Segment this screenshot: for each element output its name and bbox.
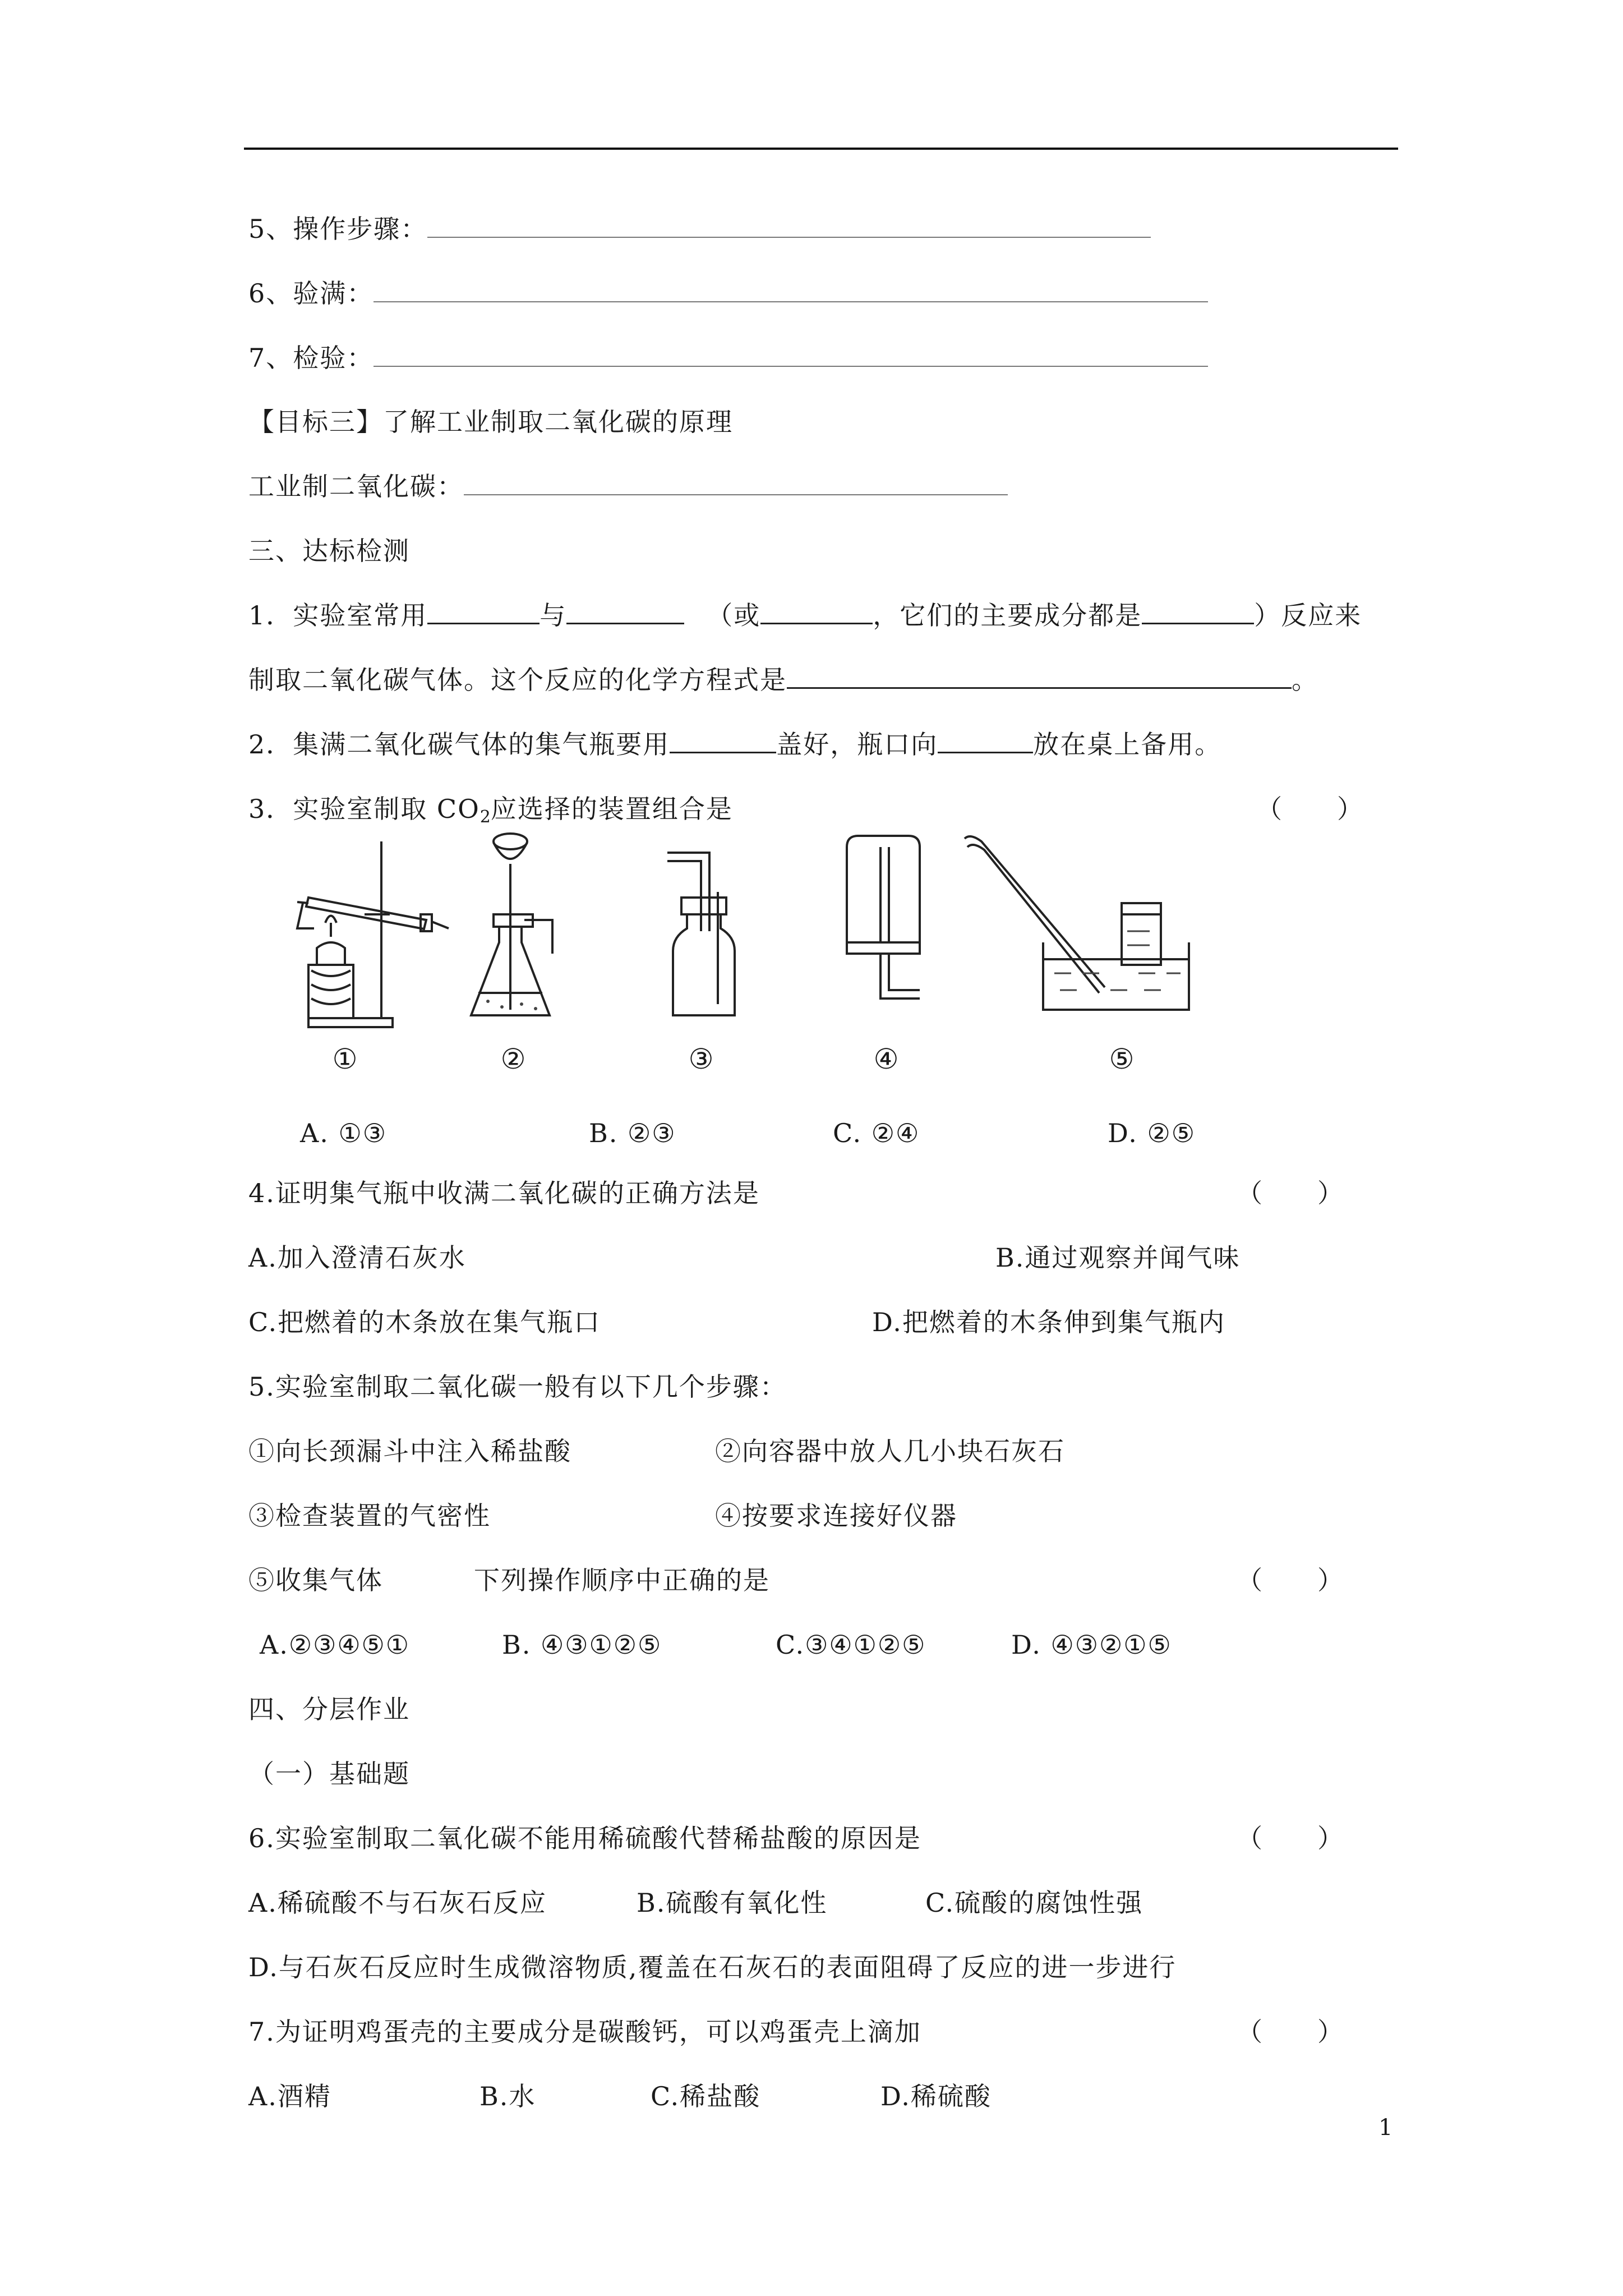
apparatus-4-figure — [836, 830, 937, 1032]
apparatus-figures — [269, 830, 1279, 1094]
q4-stem: 4.证明集气瓶中收满二氧化碳的正确方法是 — [248, 1178, 760, 1208]
q5-option-c[interactable]: C.③④①②⑤ — [776, 1630, 926, 1660]
header-rule — [244, 148, 1398, 150]
q5-item-1: ①向长颈漏斗中注入稀盐酸 — [248, 1436, 571, 1466]
q2-blank-1[interactable] — [670, 728, 776, 753]
q3-text-1: 3．实验室制取 CO — [248, 794, 480, 824]
section-4-subtitle: （一）基础题 — [248, 1759, 410, 1789]
q1-text-4: ，它们的主要成分都是 — [873, 600, 1142, 631]
q1-equation-blank[interactable] — [787, 664, 1292, 689]
q1-line2 — [248, 663, 1318, 697]
apparatus-5-figure — [959, 830, 1206, 1032]
q7-answer-paren[interactable]: （ ） — [1237, 2017, 1344, 2047]
apparatus-1-figure — [269, 830, 460, 1032]
q3-subscript: 2 — [479, 807, 491, 827]
q2-blank-2[interactable] — [938, 728, 1033, 753]
q3-text-2: 应选择的装置组合是 — [490, 794, 733, 824]
q6-option-b[interactable]: B.硫酸有氧化性 — [637, 1888, 828, 1918]
q1-blank-4[interactable] — [1142, 599, 1254, 624]
q5-item-2: ②向容器中放人几小块石灰石 — [715, 1436, 1065, 1466]
q7-option-c[interactable]: C.稀盐酸 — [651, 2081, 761, 2111]
industrial-co2-blank[interactable] — [464, 471, 1008, 495]
q1-text-2: 与 — [540, 600, 567, 631]
step-5 — [248, 212, 1151, 246]
step-7-blank[interactable] — [374, 342, 1208, 367]
industrial-co2 — [248, 470, 1008, 503]
industrial-co2-label: 工业制二氧化碳： — [248, 471, 464, 501]
apparatus-3-figure — [662, 830, 751, 1032]
q5-item-3: ③检查装置的气密性 — [248, 1501, 491, 1531]
page-number: 1 — [1378, 2115, 1393, 2141]
q1-line1 — [248, 599, 1362, 632]
q3-option-c[interactable]: C. ②④ — [833, 1118, 920, 1148]
apparatus-4-label: ④ — [873, 1043, 899, 1075]
q4-option-b[interactable]: B.通过观察并闻气味 — [995, 1243, 1241, 1273]
q1-blank-3[interactable] — [760, 599, 873, 624]
q1-text-7: 。 — [1292, 665, 1318, 695]
step-5-blank[interactable] — [427, 213, 1151, 238]
q3-stem — [248, 792, 733, 834]
q6-answer-paren[interactable]: （ ） — [1237, 1823, 1344, 1853]
apparatus-2-figure — [468, 830, 592, 1032]
q7-option-a[interactable]: A.酒精 — [248, 2081, 331, 2111]
q5-item-5: ⑤收集气体 — [248, 1565, 383, 1595]
q5-option-d[interactable]: D. ④③②①⑤ — [1011, 1630, 1172, 1660]
q4-option-c[interactable]: C.把燃着的木条放在集气瓶口 — [248, 1307, 601, 1337]
q2-text-1: 2．集满二氧化碳气体的集气瓶要用 — [248, 729, 670, 760]
q5-ask: 下列操作顺序中正确的是 — [474, 1565, 770, 1595]
step-7 — [248, 341, 1208, 375]
q1-blank-1[interactable] — [427, 599, 540, 624]
q2 — [248, 728, 1221, 761]
q3-option-d[interactable]: D. ②⑤ — [1108, 1118, 1196, 1148]
q7-option-b[interactable]: B.水 — [479, 2081, 536, 2111]
q6-option-d[interactable]: D.与石灰石反应时生成微溶物质,覆盖在石灰石的表面阻碍了反应的进一步进行 — [248, 1952, 1177, 1982]
q7-stem: 7.为证明鸡蛋壳的主要成分是碳酸钙，可以鸡蛋壳上滴加 — [248, 2017, 921, 2047]
step-5-label: 5、操作步骤： — [248, 214, 428, 244]
apparatus-2-label: ② — [500, 1043, 526, 1075]
section-3-title: 三、达标检测 — [248, 536, 410, 566]
apparatus-3-label: ③ — [688, 1043, 714, 1075]
q5-answer-paren[interactable]: （ ） — [1237, 1565, 1344, 1595]
q5-option-a[interactable]: A.②③④⑤① — [260, 1630, 411, 1660]
q4-answer-paren[interactable]: （ ） — [1237, 1178, 1344, 1208]
q1-text-6: 制取二氧化碳气体。这个反应的化学方程式是 — [248, 665, 787, 695]
q3-option-b[interactable]: B. ②③ — [589, 1118, 676, 1148]
step-6-blank[interactable] — [374, 278, 1208, 302]
section-4-title: 四、分层作业 — [248, 1694, 410, 1724]
q6-option-c[interactable]: C.硫酸的腐蚀性强 — [925, 1888, 1144, 1918]
q5-item-4: ④按要求连接好仪器 — [715, 1501, 957, 1531]
q6-stem: 6.实验室制取二氧化碳不能用稀硫酸代替稀盐酸的原因是 — [248, 1823, 921, 1853]
q5-stem: 5.实验室制取二氧化碳一般有以下几个步骤： — [248, 1372, 787, 1402]
q7-option-d[interactable]: D.稀硫酸 — [880, 2081, 992, 2111]
step-6 — [248, 277, 1208, 310]
q3-option-a[interactable]: A. ①③ — [300, 1118, 387, 1148]
q1-text-5: ）反应来 — [1254, 600, 1362, 631]
q2-text-3: 放在桌上备用。 — [1033, 729, 1222, 760]
q4-option-d[interactable]: D.把燃着的木条伸到集气瓶内 — [872, 1307, 1225, 1337]
q1-text-1: 1．实验室常用 — [248, 600, 428, 631]
apparatus-5-label: ⑤ — [1109, 1043, 1135, 1075]
q6-option-a[interactable]: A.稀硫酸不与石灰石反应 — [248, 1888, 547, 1918]
q4-option-a[interactable]: A.加入澄清石灰水 — [248, 1243, 466, 1273]
q2-text-2: 盖好，瓶口向 — [776, 729, 938, 760]
q1-blank-2[interactable] — [566, 599, 684, 624]
step-6-label: 6、验满： — [248, 278, 374, 309]
target3-heading: 【目标三】了解工业制取二氧化碳的原理 — [248, 407, 733, 437]
q3-answer-paren[interactable]: （ ） — [1256, 794, 1364, 824]
step-7-label: 7、检验： — [248, 343, 374, 373]
q1-text-3: （或 — [707, 600, 761, 631]
apparatus-1-label: ① — [332, 1043, 358, 1075]
q5-option-b[interactable]: B. ④③①②⑤ — [502, 1630, 662, 1660]
